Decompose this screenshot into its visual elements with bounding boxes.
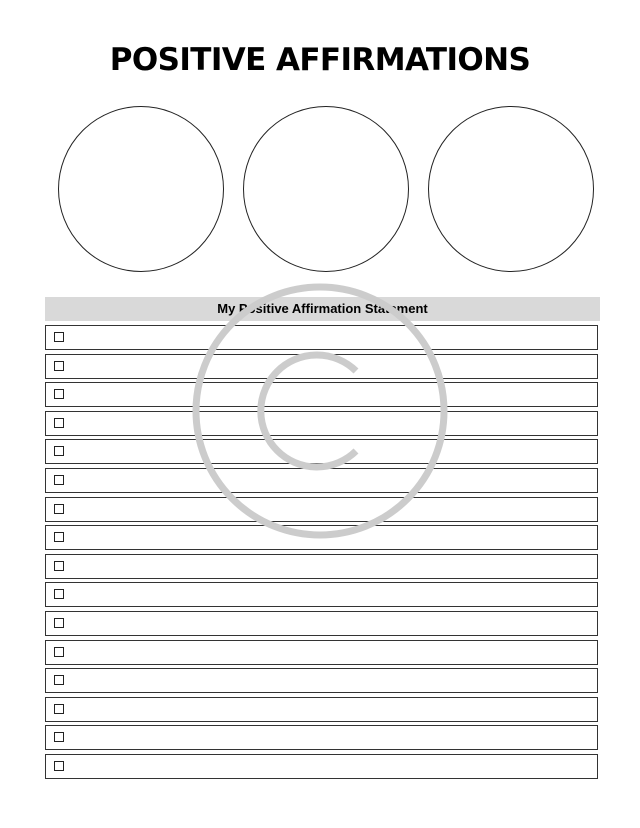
checkbox[interactable] bbox=[54, 504, 64, 514]
checkbox[interactable] bbox=[54, 389, 64, 399]
checkbox[interactable] bbox=[54, 704, 64, 714]
affirmation-row[interactable] bbox=[45, 439, 598, 464]
affirmation-row[interactable] bbox=[45, 554, 598, 579]
checkbox[interactable] bbox=[54, 361, 64, 371]
affirmation-row[interactable] bbox=[45, 411, 598, 436]
checkbox[interactable] bbox=[54, 618, 64, 628]
affirmation-row[interactable] bbox=[45, 325, 598, 350]
page-title: POSITIVE AFFIRMATIONS bbox=[109, 42, 531, 78]
affirmation-row[interactable] bbox=[45, 354, 598, 379]
checkbox[interactable] bbox=[54, 332, 64, 342]
checkbox[interactable] bbox=[54, 675, 64, 685]
affirmation-row[interactable] bbox=[45, 525, 598, 550]
affirmation-row[interactable] bbox=[45, 754, 598, 779]
checkbox[interactable] bbox=[54, 532, 64, 542]
affirmation-list bbox=[45, 325, 598, 783]
affirmation-row[interactable] bbox=[45, 497, 598, 522]
affirmation-row[interactable] bbox=[45, 582, 598, 607]
circle-frame-3 bbox=[428, 106, 594, 272]
affirmation-row[interactable] bbox=[45, 725, 598, 750]
checkbox[interactable] bbox=[54, 589, 64, 599]
checkbox[interactable] bbox=[54, 647, 64, 657]
circle-frame-1 bbox=[58, 106, 224, 272]
affirmation-row[interactable] bbox=[45, 640, 598, 665]
checkbox[interactable] bbox=[54, 475, 64, 485]
checkbox[interactable] bbox=[54, 446, 64, 456]
checkbox[interactable] bbox=[54, 732, 64, 742]
affirmation-row[interactable] bbox=[45, 697, 598, 722]
affirmation-row[interactable] bbox=[45, 468, 598, 493]
checkbox[interactable] bbox=[54, 418, 64, 428]
circle-frame-2 bbox=[243, 106, 409, 272]
affirmation-row[interactable] bbox=[45, 668, 598, 693]
table-header: My Positive Affirmation Statement bbox=[45, 297, 600, 321]
affirmation-row[interactable] bbox=[45, 611, 598, 636]
checkbox[interactable] bbox=[54, 561, 64, 571]
checkbox[interactable] bbox=[54, 761, 64, 771]
affirmation-row[interactable] bbox=[45, 382, 598, 407]
